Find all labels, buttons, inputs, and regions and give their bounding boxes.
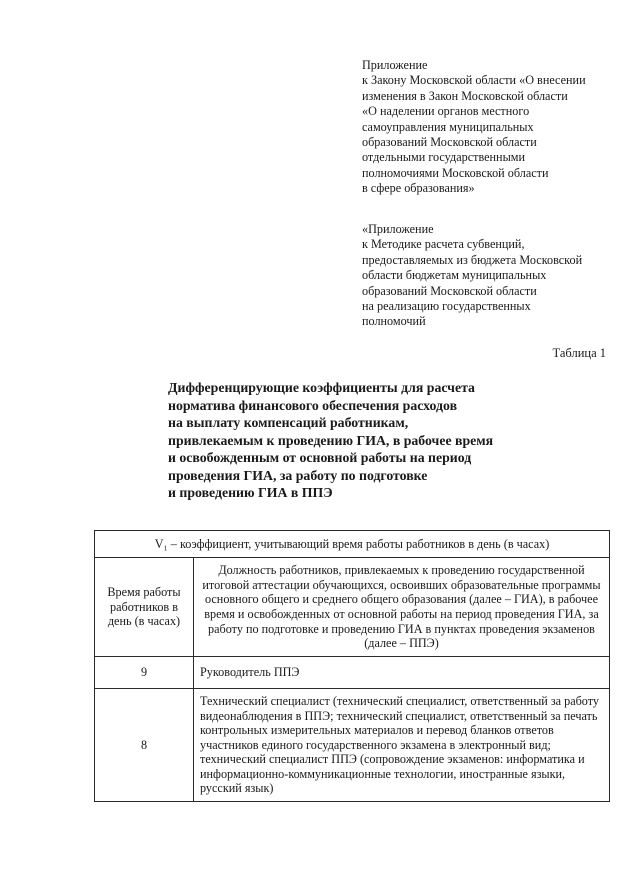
appendix-law-line: отдельными государственными [362,150,526,165]
hours-column-header: Время работы работников в день (в часах) [95,558,194,657]
appendix-law-line: Приложение [362,58,428,72]
appendix-method-line: «Приложение [362,222,434,236]
appendix-law-line: изменения в Закон Московской области [362,88,568,103]
appendix-law-line: полномочиями Московской области [362,165,549,180]
coefficients-table [94,530,610,802]
position-cell: Руководитель ППЭ [194,657,610,689]
title-line: и освобожденным от основной работы на период [168,450,472,465]
appendix-method-line: полномочий [362,314,426,329]
position-cell: Технический специалист (технический специалист, ответственный за работу видеонаблюдения в ППЭ; технический специалист, ответственный за печать контрольных измерительных материалов и перевод бланков ответов участников единого государственного экзамена в электронный вид; технический специалист ППЭ (сопровождение экзаменов: информатика и информационно-коммуникационные технологии, иностранные языки, русский язык) [194,689,610,802]
appendix-method-heading [362,222,608,330]
table-caption-cell: V₁ – коэффициент, учитывающий время работы работников в день (в часах) [95,531,610,558]
table-row [95,689,610,802]
title-line: проведения ГИА, за работу по подготовке [168,467,428,483]
appendix-method-line: на реализацию государственных [362,299,531,314]
document-title [168,379,532,502]
appendix-law-line: образований Московской области [362,135,537,150]
column-header-row [95,558,610,657]
table-header-row [95,531,610,558]
position-column-header: Должность работников, привлекаемых к проведению государственной итоговой аттестации обучающихся, освоивших образовательные программы основного общего и среднего общего образования (далее – ГИА), в рабочее время и освобожденных от основной работы на период проведения ГИА, за работу по подготовке и проведению ГИА в пунктах проведения экзаменов (далее – ППЭ) [194,558,610,657]
appendix-method-line: области бюджетам муниципальных [362,268,547,283]
table-number: Таблица 1 [552,346,606,360]
title-line: привлекаемым к проведению ГИА, в рабочее время [168,432,494,448]
title-line: и проведению ГИА в ППЭ [168,485,333,500]
hours-cell: 9 [95,657,194,689]
appendix-law-line: к Закону Московской области «О внесении [362,73,586,88]
appendix-method-line: предоставляемых из бюджета Московской [362,252,583,267]
table-row [95,657,610,689]
appendix-law-heading [362,58,608,197]
hours-cell: 8 [95,689,194,802]
appendix-method-line: образований Московской области [362,283,537,298]
title-line: Дифференцирующие коэффициенты для расчета [168,380,475,395]
appendix-method-line: к Методике расчета субвенций, [362,237,525,252]
title-line: норматива финансового обеспечения расходов [168,397,458,413]
title-line: на выплату компенсаций работникам, [168,415,409,430]
appendix-law-line: самоуправления муниципальных [362,119,534,134]
appendix-law-line: в сфере образования» [362,181,475,196]
appendix-law-line: «О наделении органов местного [362,104,530,119]
